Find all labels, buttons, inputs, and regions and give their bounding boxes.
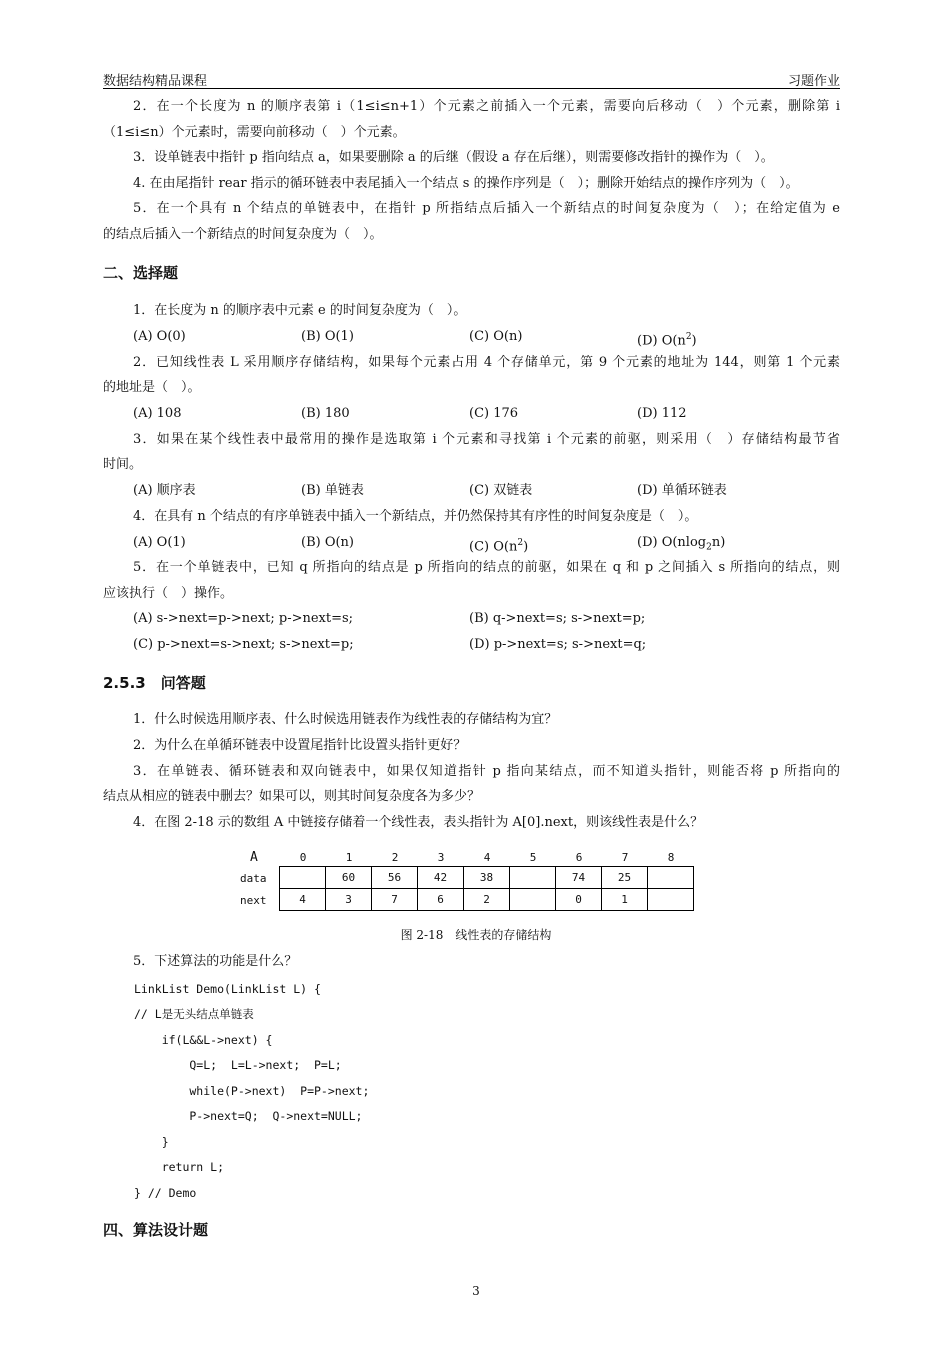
next-cell: 2 xyxy=(464,889,510,911)
code-line: Q=L; L=L->next; P=L; xyxy=(134,1058,342,1072)
choice-q1-opt-d: (D) $O(n^2)$ xyxy=(637,332,697,349)
array-index: 3 xyxy=(437,851,445,864)
section-label: 习题作业 xyxy=(787,74,840,89)
choice-q5-line1: 5．在一个单链表中，已知 q 所指向的结点是 p 所指向的结点的前驱，如果在 q 和 p 之间插入 s 所指向的结点，则 xyxy=(133,560,840,575)
code-line: return L; xyxy=(134,1160,225,1174)
code-line: // L是无头结点单链表 xyxy=(134,1007,254,1021)
next-cell: 0 xyxy=(556,889,602,911)
choice-q5-opt-a: (A) s->next=p->next; p->next=s; xyxy=(133,611,354,626)
choice-q5-line2: 应该执行（ ）操作。 xyxy=(103,586,234,601)
next-row xyxy=(280,889,694,911)
next-cell: 6 xyxy=(418,889,464,911)
choice-q2-line1: 2．已知线性表 L 采用顺序存储结构，如果每个元素占用 4 个存储单元，第 9 个元素的地址为 144，则第 1 个元素 xyxy=(133,355,840,370)
choice-q3-opt-d: (D) 单循环链表 xyxy=(637,483,727,498)
data-cell: 74 xyxy=(556,867,602,889)
course-title: 数据结构精品课程 xyxy=(103,74,208,89)
qa-q2: 2．为什么在单循环链表中设置尾指针比设置头指针更好？ xyxy=(133,738,467,753)
data-row xyxy=(280,867,694,889)
next-cell: 4 xyxy=(280,889,326,911)
array-index: 2 xyxy=(391,851,399,864)
next-row-label: next xyxy=(240,894,267,907)
figure-caption: 图 2-18 线性表的存储结构 xyxy=(400,928,552,942)
code-line: P->next=Q; Q->next=NULL; xyxy=(134,1109,363,1123)
array-index: 4 xyxy=(483,851,491,864)
data-cell: 42 xyxy=(418,867,464,889)
next-cell xyxy=(510,889,556,911)
choice-q1-opt-b: (B) O(1) xyxy=(301,329,354,344)
next-cell: 3 xyxy=(326,889,372,911)
choice-q4-opt-d: (D) O(nlog$_2$n) xyxy=(637,535,726,553)
page-header xyxy=(103,68,840,89)
next-cell xyxy=(648,889,694,911)
choice-q3-opt-b: (B) 单链表 xyxy=(301,483,364,498)
choice-q4-opt-c: (C) $O(n^2)$ xyxy=(469,538,529,555)
array-name: A xyxy=(250,850,258,865)
data-cell: 60 xyxy=(326,867,372,889)
qa-q3-line1: 3．在单链表、循环链表和双向链表中，如果仅知道指针 p 指向某结点，而不知道头指针，则能否将 p 所指向的 xyxy=(133,764,840,779)
choice-q4-opt-b: (B) O(n) xyxy=(301,535,355,550)
code-line: while(P->next) P=P->next; xyxy=(134,1084,370,1098)
array-index: 1 xyxy=(345,851,353,864)
data-cell: 56 xyxy=(372,867,418,889)
choice-q1-opt-c: (C) O(n) xyxy=(469,329,523,344)
data-cell xyxy=(280,867,326,889)
next-cell: 7 xyxy=(372,889,418,911)
code-line: } xyxy=(134,1135,169,1149)
fill-q4: 4. 在由尾指针 rear 指示的循环链表中表尾插入一个结点 s 的操作序列是（ ）；删除开始结点的操作序列为（ ）。 xyxy=(133,176,799,191)
next-cell: 1 xyxy=(602,889,648,911)
choice-q1: 1．在长度为 n 的顺序表中元素 e 的时间复杂度为（ ）。 xyxy=(133,303,467,318)
data-row-label: data xyxy=(240,872,267,885)
code-line: if(L&&L->next) { xyxy=(134,1033,273,1047)
choice-q5-opt-c: (C) p->next=s->next; s->next=p; xyxy=(133,637,354,652)
page-number: 3 xyxy=(472,1284,480,1298)
choice-q3-line2: 时间。 xyxy=(103,457,143,472)
data-cell xyxy=(648,867,694,889)
qa-q1: 1．什么时候选用顺序表、什么时候选用链表作为线性表的存储结构为宜？ xyxy=(133,712,558,727)
choice-q3-opt-a: (A) 顺序表 xyxy=(133,483,196,498)
fill-q5-line2: 的结点后插入一个新结点的时间复杂度为（ ）。 xyxy=(103,227,383,242)
choice-q2-opt-c: (C) 176 xyxy=(469,406,519,421)
choice-q5-opt-b: (B) q->next=s; s->next=p; xyxy=(469,611,646,626)
code-line: } // Demo xyxy=(134,1186,197,1200)
choice-q3-opt-c: (C) 双链表 xyxy=(469,483,533,498)
choice-q4: 4．在具有 n 个结点的有序单链表中插入一个新结点，并仍然保持其有序性的时间复杂度是（ ）。 xyxy=(133,509,698,524)
choice-q2-opt-d: (D) 112 xyxy=(637,406,687,421)
data-cell: 25 xyxy=(602,867,648,889)
array-index: 7 xyxy=(621,851,629,864)
choice-q2-opt-b: (B) 180 xyxy=(301,406,350,421)
fill-q2-line2: （1≤i≤n）个元素时，需要向前移动（ ）个元素。 xyxy=(103,125,406,140)
choice-q4-opt-a: (A) O(1) xyxy=(133,535,186,550)
data-cell: 38 xyxy=(464,867,510,889)
array-index: 0 xyxy=(299,851,307,864)
qa-q4: 4．在图 2-18 示的数组 A 中链接存储着一个线性表，表头指针为 A[0].next，则该线性表是什么？ xyxy=(133,815,704,830)
array-index: 6 xyxy=(575,851,583,864)
qa-q5: 5．下述算法的功能是什么？ xyxy=(133,954,298,969)
choice-q3-line1: 3．如果在某个线性表中最常用的操作是选取第 i 个元素和寻找第 i 个元素的前驱，则采用（ ）存储结构最节省 xyxy=(133,432,840,447)
qa-q3-line2: 结点从相应的链表中删去？如果可以，则其时间复杂度各为多少？ xyxy=(103,789,481,804)
choice-q5-opt-d: (D) p->next=s; s->next=q; xyxy=(469,637,647,652)
choice-section-title: 二、选择题 xyxy=(103,264,179,282)
choice-q1-opt-a: (A) O(0) xyxy=(133,329,186,344)
algo-section-title: 四、算法设计题 xyxy=(103,1221,209,1239)
array-index: 8 xyxy=(667,851,675,864)
qa-section-title: 2.5.3 问答题 xyxy=(103,674,206,692)
fill-q5-line1: 5．在一个具有 n 个结点的单链表中，在指针 p 所指结点后插入一个新结点的时间复杂度为（ ）；在给定值为 e xyxy=(133,201,840,216)
code-line: LinkList Demo(LinkList L) { xyxy=(134,982,321,996)
array-index: 5 xyxy=(529,851,537,864)
choice-q2-line2: 的地址是（ ）。 xyxy=(103,380,201,395)
fill-q2-line1: 2．在一个长度为 n 的顺序表第 i（1≤i≤n+1）个元素之前插入一个元素，需要向后移动（ ）个元素，删除第 i xyxy=(133,99,840,114)
fill-q3: 3．设单链表中指针 p 指向结点 a，如果要删除 a 的后继（假设 a 存在后继），则需要修改指针的操作为（ ）。 xyxy=(133,150,774,165)
choice-q2-opt-a: (A) 108 xyxy=(133,406,182,421)
linked-list-array-table xyxy=(279,866,694,911)
data-cell xyxy=(510,867,556,889)
